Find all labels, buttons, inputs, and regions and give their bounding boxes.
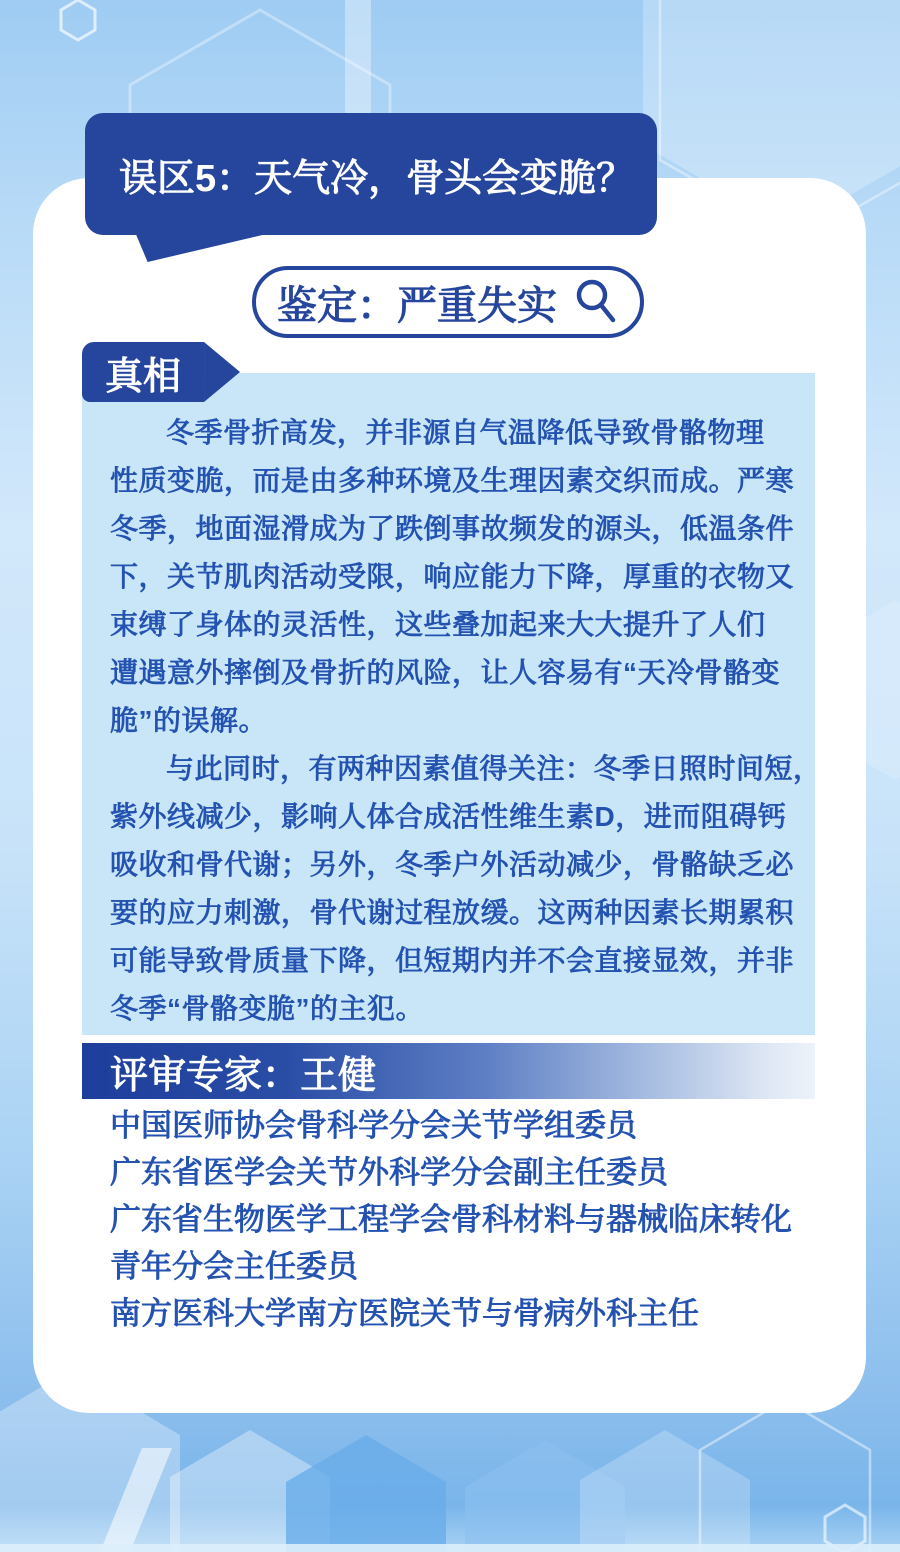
body-text-line: 下，关节肌肉活动受限，响应能力下降，厚重的衣物又 [110,561,795,592]
verdict-label: 鉴定：严重失实 [277,283,557,328]
body-text-line: 脆”的误解。 [110,705,268,736]
body-text-line: 遭遇意外摔倒及骨折的风险，让人容易有“天冷骨骼变 [110,657,781,688]
body-text-line: 与此同时，有两种因素值得关注：冬季日照时间短， [166,753,822,784]
hexagon-shape-icon [286,1435,446,1552]
truth-panel [82,373,822,1035]
credential-line: 广东省生物医学工程学会骨科材料与器械临床转化 [110,1202,792,1237]
body-text-line: 要的应力刺激，骨代谢过程放缓。这两种因素长期累积 [110,897,795,928]
expert-credentials-list [110,1102,830,1337]
magnifier-icon [573,278,619,326]
verdict-pill [252,266,644,338]
credential-line: 中国医师协会骨科学分会关节学组委员 [110,1108,637,1143]
truth-badge-arrow-icon [204,342,240,402]
body-text-line: 紫外线减少，影响人体合成活性维生素D，进而阻碍钙 [110,801,787,832]
expert-header-bar [82,1043,815,1099]
header-speech-bubble [85,113,657,235]
body-text-line: 冬季，地面湿滑成为了跌倒事故频发的源头，低温条件 [110,513,795,544]
hexagon-outline-icon [61,0,95,40]
body-text-line: 吸收和骨代谢；另外，冬季户外活动减少，骨骼缺乏必 [110,849,795,880]
expert-header-label: 评审专家：王健 [110,1054,377,1097]
body-text-line: 可能导致骨质量下降，但短期内并不会直接显效，并非 [110,945,795,976]
truth-badge-rect [82,342,204,402]
credential-line: 南方医科大学南方医院关节与骨病外科主任 [110,1296,699,1331]
body-text-line: 冬季“骨骼变脆”的主犯。 [110,993,425,1024]
truth-paragraph [110,409,795,745]
stripe-shape-icon [0,1544,900,1552]
truth-badge-label: 真相 [105,355,182,398]
page-title: 误区5：天气冷，骨头会变脆？ [119,157,635,200]
truth-badge [82,342,240,402]
hexagon-shape-icon [580,1430,750,1552]
body-text-line: 冬季骨折高发，并非源自气温降低导致骨骼物理 [166,417,765,448]
truth-paragraph [110,745,822,1033]
body-text-line: 性质变脆，而是由多种环境及生理因素交织而成。严寒 [110,465,795,496]
credential-line: 青年分会主任委员 [110,1249,358,1284]
body-text-line: 束缚了身体的灵活性，这些叠加起来大大提升了人们 [110,609,766,640]
credential-line: 广东省医学会关节外科学分会副主任委员 [110,1155,668,1190]
